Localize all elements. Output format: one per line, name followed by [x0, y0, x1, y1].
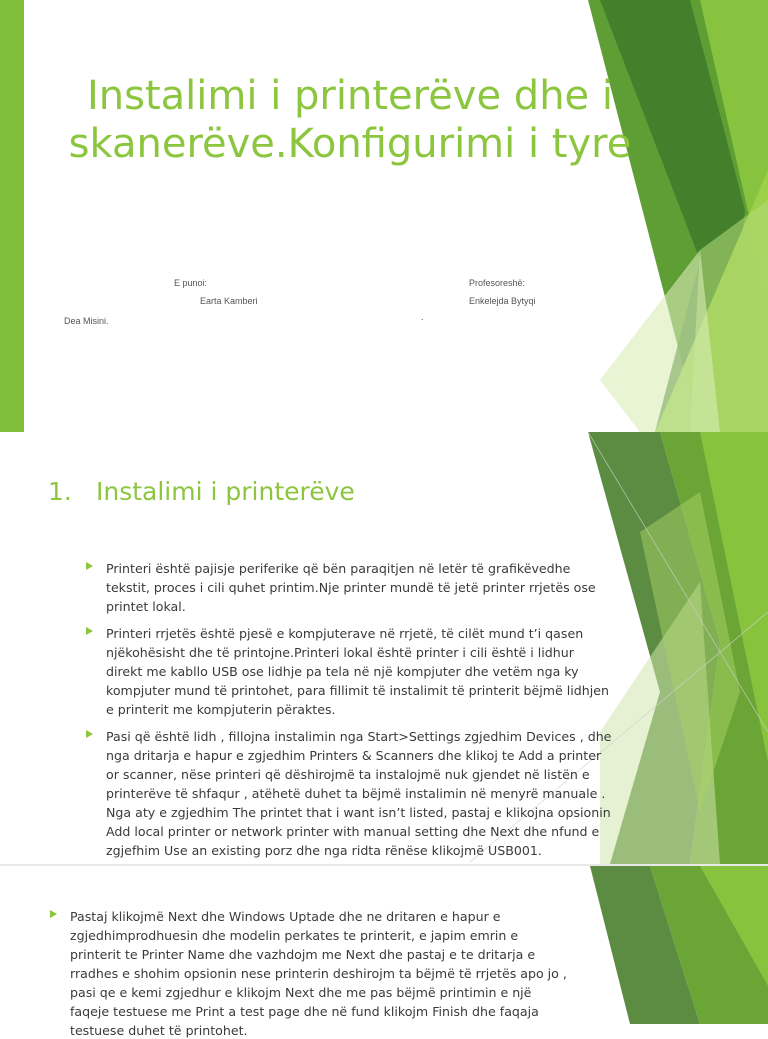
bullet-text: Printeri është pajisje periferike që bën paraqitjen në letër të grafikëvedhe tekstit, proces i cili quhet printim.Nje printer mundë të jetë printer rrjetës ose printet lokal. [106, 561, 596, 614]
section-number: 1. [48, 477, 72, 506]
title-line-1: Instalimi i printerëve dhe i [87, 73, 613, 119]
list-item [86, 726, 614, 859]
bullet-list [86, 558, 614, 859]
teacher-name: Enkelejda Bytyqi [469, 296, 536, 306]
bullet-list [50, 906, 570, 1039]
section-title: Instalimi i printerëve [96, 477, 355, 506]
teacher-label: Profesoreshë: [469, 278, 526, 288]
author-name-2: Dea Misini. [64, 316, 109, 326]
bullet-text: Pasi që është lidh , fillojna instalimin nga Start>Settings zgjedhim Devices , dhe nga dritarja e hapur e zgjedhim Printers & Scanners dhe klikoj te Add a printer or scanner, nëse printeri që dëshirojmë ta instalojmë nuk gjendet në listën e printerëve të shfaqur , atëhetë duhet ta bëjmë instalimin në menyrë manuale . Nga aty e zgjedhim The printet that i want isn’t listed, pastaj e klikojna opsionin Add local printer or network printer with manual setting dhe Next dhe nfund e zgjefhim Use an existing porz dhe nga ridta rënëse klikojmë USB001. [106, 729, 612, 858]
triangle-bullet-icon [86, 562, 93, 570]
slide-continued [0, 866, 768, 1038]
author-label: E punoi: [174, 278, 208, 288]
list-item [50, 906, 570, 1039]
slide-printer-install [0, 432, 768, 864]
list-item [86, 558, 614, 615]
triangle-bullet-icon [50, 910, 57, 918]
author-name: Earta Kamberi [200, 296, 258, 306]
bullet-text: Printeri rrjetës është pjesë e kompjuterave në rrjetë, të cilët mund t’i qasen njëkohësisht dhe të printojne.Printeri lokal është printer i cili është i lidhur direkt me kabllo USB ose lidhje pa tela në një kompjuter dhe vetëm nga ky kompjuter mund të printohet, para fillimit të instalimit të printerit bëjmë lidhjen e printerit me kompjuterin përaktes. [106, 626, 609, 717]
separator-dot: . [421, 312, 424, 322]
section-heading [48, 476, 355, 508]
list-item [86, 623, 614, 718]
bullet-text: Pastaj klikojmë Next dhe Windows Uptade dhe ne dritaren e hapur e zgjedhimprodhuesin dhe modelin perkates te printerit, e japim emrin e printerit te Printer Name dhe vazhdojm me Next dhe pastaj e te dritarja e rradhes e shohim opsionin nese printerin deshirojm ta bëjmë të rrjetës apo jo , pasi qe e kemi zgjedhur e klikojm Next dhe me pas bëjmë printimin e një faqeje testuese me Print a test page dhe në fund klikojm Finish dhe faqaja testuese duhet të printohet. [70, 909, 567, 1038]
triangle-bullet-icon [86, 627, 93, 635]
triangle-bullet-icon [86, 730, 93, 738]
green-decoration [0, 0, 768, 432]
slide-title [0, 0, 768, 432]
slide-title-heading [40, 72, 660, 168]
title-line-2: skanerëve.Konfigurimi i tyre [68, 121, 632, 167]
